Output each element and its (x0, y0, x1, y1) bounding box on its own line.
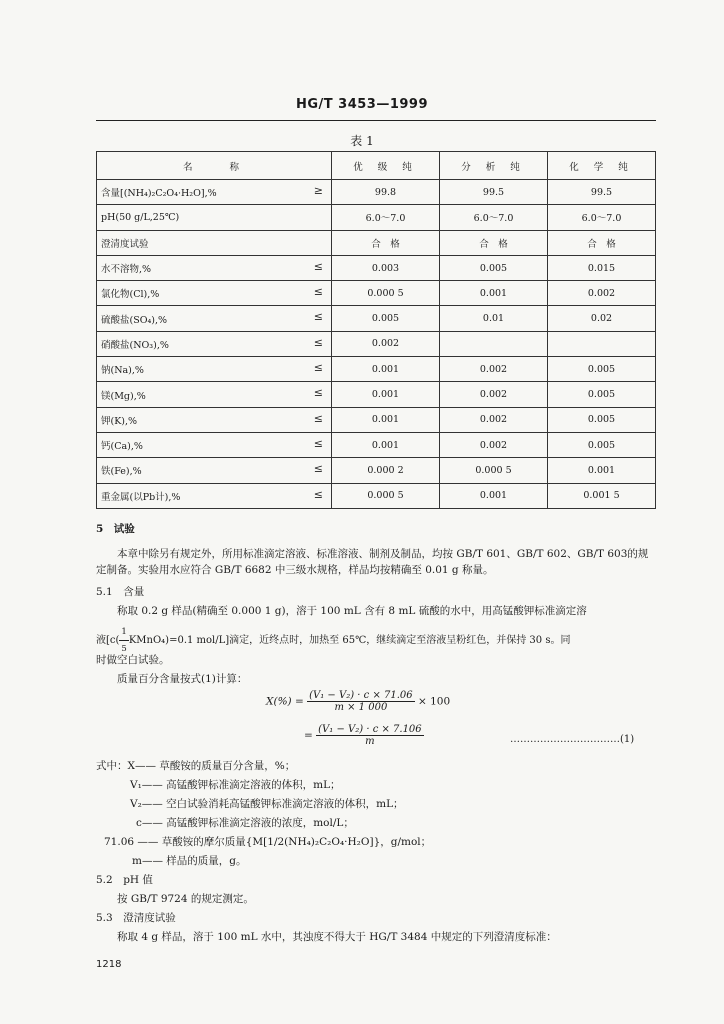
row-name: 氯化物(Cl),% (101, 289, 160, 301)
row-value-cell: 0.001 (332, 432, 440, 457)
row-name: pH(50 g/L,25℃) (101, 211, 180, 223)
row-name-cell (97, 382, 332, 407)
row-value-cell: 0.001 (332, 407, 440, 432)
row-value-cell (440, 331, 548, 356)
row-name-cell (97, 281, 332, 306)
row-operator: ≤ (313, 386, 323, 400)
row-name-cell (97, 331, 332, 356)
table-row (97, 281, 656, 306)
def-molar-mass: 71.06 —— 草酸铵的摩尔质量{M[1/2(NH₄)₂C₂O₄·H₂O]}，g/mol； (104, 836, 432, 848)
row-name: 硫酸盐(SO₄),% (101, 314, 168, 326)
row-value-cell: 0.003 (332, 255, 440, 280)
row-value-cell (548, 331, 656, 356)
formula-lhs: X(%) = (266, 695, 304, 708)
def-v1: V₁—— 高锰酸钾标准滴定溶液的体积，mL； (130, 779, 341, 791)
def-m: m—— 样品的质量，g。 (132, 855, 247, 867)
formula-multiplier: × 100 (417, 695, 451, 708)
row-value-cell: 0.015 (548, 255, 656, 280)
content-formula-intro: 质量百分含量按式(1)计算： (117, 673, 248, 685)
section-5-paragraph: 本章中除另有规定外，所用标准滴定溶液、标准溶液、制剂及制品，均按 GB/T 601、GB/T 602、GB/T 603的规定制备。实验用水应符合 GB/T 6682 中三级水规格，样品均按精确至 0.01 g 称量。 (96, 548, 649, 576)
row-value-cell: 合 格 (332, 230, 440, 255)
table-row (97, 407, 656, 432)
spec-table (96, 151, 656, 509)
row-value-cell: 0.02 (548, 306, 656, 331)
formula-num-2: (V₁ − V₂) · c × 7.106 (318, 724, 422, 735)
formula-den-2: m (365, 736, 375, 747)
formula-num-1: (V₁ − V₂) · c × 71.06 (309, 690, 413, 701)
content-para-line2 (96, 624, 658, 657)
table-row (97, 357, 656, 382)
row-value-cell: 0.01 (440, 306, 548, 331)
content-para-line3: 时做空白试验。 (96, 654, 170, 666)
fraction-denominator: 5 (121, 644, 127, 654)
table-row (97, 255, 656, 280)
row-value-cell: 0.000 5 (440, 458, 548, 483)
row-value-cell: 6.0～7.0 (332, 205, 440, 230)
row-value-cell: 0.002 (440, 407, 548, 432)
row-value-cell: 0.001 (440, 281, 548, 306)
row-value-cell: 0.005 (548, 407, 656, 432)
standard-header: HG/T 3453—1999 (295, 97, 429, 112)
def-x: 式中：X—— 草酸铵的质量百分含量，%； (96, 760, 296, 772)
row-name-cell (97, 458, 332, 483)
row-value-cell: 0.002 (548, 281, 656, 306)
row-value-cell: 0.005 (548, 357, 656, 382)
row-value-cell: 0.005 (440, 255, 548, 280)
content-para-line1: 称取 0.2 g 样品(精确至 0.000 1 g)，溶于 100 mL 含有 8 mL 硫酸的水中，用高锰酸钾标准滴定溶 (117, 605, 587, 617)
table-row (97, 205, 656, 230)
row-name: 硝酸盐(NO₃),% (101, 339, 169, 351)
row-name: 铁(Fe),% (101, 466, 142, 478)
row-value-cell: 合 格 (548, 230, 656, 255)
row-name: 澄清度试验 (101, 238, 149, 250)
table-row (97, 306, 656, 331)
header-rule (96, 120, 656, 121)
row-value-cell: 0.001 (440, 483, 548, 508)
row-value-cell: 99.8 (332, 180, 440, 205)
row-name: 重金属(以Pb计),% (101, 491, 181, 503)
row-value-cell: 0.001 (332, 357, 440, 382)
formula-line-1 (266, 690, 666, 713)
row-name: 钾(K),% (101, 415, 138, 427)
col-header-ar: 分 析 纯 (440, 152, 548, 180)
row-name: 水不溶物,% (101, 264, 152, 276)
row-value-cell: 0.000 5 (332, 483, 440, 508)
def-v2: V₂—— 空白试验消耗高锰酸钾标准滴定溶液的体积，mL； (130, 798, 404, 810)
row-name: 含量[(NH₄)₂C₂O₄·H₂O],% (101, 188, 217, 200)
section-5-3-title: 5.3 澄清度试验 (96, 912, 176, 924)
row-operator: ≤ (313, 361, 323, 375)
col-header-name: 名 称 (97, 152, 332, 180)
row-operator: ≤ (313, 462, 323, 476)
row-operator: ≥ (313, 184, 323, 197)
row-name: 钙(Ca),% (101, 441, 143, 453)
formula-fraction-1 (307, 690, 415, 713)
content-para-line2-post: KMnO₄)=0.1 mol/L]滴定，近终点时，加热至 65℃，继续滴定至溶液呈粉红色，并保持 30 s。同 (128, 635, 571, 646)
row-value-cell: 0.002 (440, 382, 548, 407)
row-name-cell (97, 205, 332, 230)
page-number: 1218 (96, 959, 122, 970)
row-value-cell: 0.001 (332, 382, 440, 407)
row-value-cell: 0.002 (332, 331, 440, 356)
def-c: c—— 高锰酸钾标准滴定溶液的浓度，mol/L； (136, 817, 354, 829)
row-value-cell: 0.001 (548, 458, 656, 483)
row-operator: ≤ (313, 436, 323, 450)
row-name-cell (97, 306, 332, 331)
row-name: 钠(Na),% (101, 365, 144, 377)
table-caption: 表 1 (350, 134, 374, 148)
row-value-cell: 99.5 (548, 180, 656, 205)
row-value-cell: 99.5 (440, 180, 548, 205)
row-value-cell: 0.002 (440, 432, 548, 457)
equation-number: ……………………………(1) (510, 734, 635, 745)
row-name-cell (97, 407, 332, 432)
row-value-cell: 0.005 (548, 432, 656, 457)
table-row (97, 432, 656, 457)
table-row (97, 483, 656, 508)
section-5-2-text: 按 GB/T 9724 的规定测定。 (117, 893, 254, 905)
table-row (97, 458, 656, 483)
fraction-numerator: 1 (119, 624, 128, 641)
section-5-title: 5 试验 (96, 523, 135, 535)
content-para-line2-pre: 液[c( (96, 635, 120, 646)
row-value-cell: 合 格 (440, 230, 548, 255)
row-operator: ≤ (313, 335, 323, 349)
col-header-gr: 优 级 纯 (332, 152, 440, 180)
row-name-cell (97, 180, 332, 205)
row-operator: ≤ (313, 487, 323, 501)
row-value-cell: 0.002 (440, 357, 548, 382)
table-row (97, 180, 656, 205)
row-name-cell (97, 230, 332, 255)
formula-fraction-2 (316, 724, 424, 747)
section-5-2-title: 5.2 pH 值 (96, 874, 153, 886)
table-row (97, 331, 656, 356)
row-name-cell (97, 432, 332, 457)
formula-den-1: m × 1 000 (334, 702, 388, 713)
row-value-cell: 6.0～7.0 (440, 205, 548, 230)
section-5-3-text: 称取 4 g 样品，溶于 100 mL 水中，其浊度不得大于 HG/T 3484 中规定的下列澄清度标准： (117, 931, 557, 943)
row-value-cell: 6.0～7.0 (548, 205, 656, 230)
col-header-cp: 化 学 纯 (548, 152, 656, 180)
row-operator: ≤ (313, 310, 323, 324)
row-operator: ≤ (313, 285, 323, 299)
row-operator: ≤ (313, 259, 323, 273)
row-value-cell: 0.000 5 (332, 281, 440, 306)
row-value-cell: 0.005 (332, 306, 440, 331)
row-name: 镁(Mg),% (101, 390, 146, 402)
row-value-cell: 0.001 5 (548, 483, 656, 508)
table-row (97, 230, 656, 255)
formula-eq2: = (304, 729, 313, 742)
row-operator: ≤ (313, 411, 323, 425)
table-row (97, 382, 656, 407)
row-value-cell: 0.005 (548, 382, 656, 407)
row-name-cell (97, 357, 332, 382)
row-name-cell (97, 483, 332, 508)
row-name-cell (97, 255, 332, 280)
section-5-1-title: 5.1 含量 (96, 586, 145, 598)
row-value-cell: 0.000 2 (332, 458, 440, 483)
